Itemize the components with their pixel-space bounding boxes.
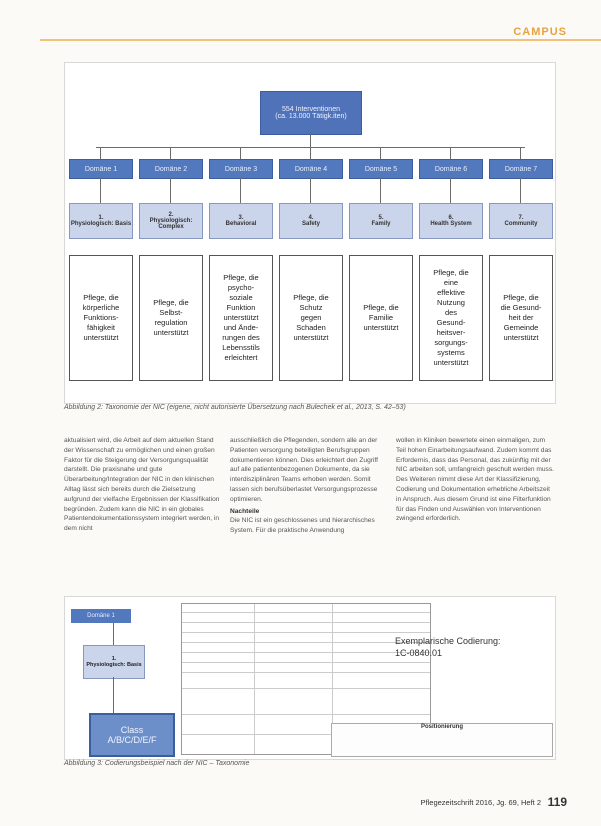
class-text: Physiologisch: Complex bbox=[149, 218, 193, 230]
paragraph: wollen in Kliniken bewertete einen einmaligen, zum Teil hohen Einarbeitungsaufwand. Zudem kommt das Erfordernis, dass das Personal, das zukünftig mit der NIC arbeiten soll, umfangreich geschult werden muss. Des Weiteren nimmt diese Art der Klassifizierung, Codierung und Dokumentation erhebliche Arbeitszeit in Anspruch. Aus diesem Grund ist eine Filterfunktion für das Finden und Auswählen von Interventionen zwingend erforderlich. bbox=[396, 437, 554, 523]
class-box-5 bbox=[349, 203, 413, 239]
root-box bbox=[260, 91, 362, 135]
description-line: Schaden bbox=[296, 323, 326, 332]
description-line: heit der bbox=[508, 313, 534, 322]
description-line: eine bbox=[443, 278, 459, 287]
connector bbox=[100, 178, 101, 203]
class-number: 1. bbox=[111, 656, 117, 662]
column-1 bbox=[64, 436, 222, 534]
root-line-1: 554 Interventionen bbox=[282, 106, 340, 113]
description-box-7 bbox=[489, 255, 553, 381]
class-box-2 bbox=[139, 203, 203, 239]
class-box-1 bbox=[69, 203, 133, 239]
class-text: 3. bbox=[238, 215, 244, 221]
class-text: 6. bbox=[448, 215, 454, 221]
class-word: Class bbox=[120, 725, 144, 735]
description-line: systems bbox=[437, 348, 465, 357]
paragraph: aktualisiert wird, die Arbeit auf dem aktuellen Stand der Wissenschaft zu ermöglichen und einen großen Faktor für die Steigerung der Versorgungsqualität darstellt. Die praxisnahe und gute Überarbeitung/Integration der NIC in den klinischen Alltag lässt sich bereits durch die Zielsetzung aufgrund der vielfache Ergebnissen der Klassifikation begründen. Zudem kann die NIC in ein globales Patientendokumentationssystem integriert werden, in dem nicht bbox=[64, 437, 220, 533]
connector bbox=[380, 178, 381, 203]
connector bbox=[380, 147, 381, 159]
class-name: Physiologisch: Basis bbox=[86, 662, 142, 668]
description-box-4 bbox=[279, 255, 343, 381]
example-value: 1C-0840.01 bbox=[395, 648, 443, 658]
class-box-4 bbox=[279, 203, 343, 239]
domain-box-6: Domäne 6 bbox=[419, 159, 483, 179]
example-code bbox=[395, 635, 501, 659]
description-line: körperliche bbox=[82, 303, 120, 312]
description-line: Pflege, die bbox=[503, 293, 539, 302]
header-rule bbox=[40, 39, 601, 41]
domain-box-3: Domäne 3 bbox=[209, 159, 273, 179]
class-text: 2. bbox=[168, 212, 174, 218]
connector bbox=[450, 147, 451, 159]
description-line: Schutz bbox=[299, 303, 323, 312]
description-line: soziale bbox=[229, 293, 253, 302]
section-label: CAMPUS bbox=[513, 26, 567, 38]
description-line: sorgungs- bbox=[434, 338, 468, 347]
class-text: 7. bbox=[518, 215, 524, 221]
domain-box-4: Domäne 4 bbox=[279, 159, 343, 179]
column-3 bbox=[396, 436, 554, 524]
description-line: rungen des bbox=[222, 333, 260, 342]
connector bbox=[310, 178, 311, 203]
connector bbox=[113, 623, 114, 645]
taxonomy-figure bbox=[64, 62, 556, 404]
class-text: Community bbox=[504, 221, 538, 227]
class-text: Health System bbox=[430, 221, 472, 227]
description-line: effektive bbox=[437, 288, 465, 297]
description-line: Pflege, die bbox=[153, 298, 189, 307]
subheading: Nachteile bbox=[230, 507, 260, 515]
description-box-5 bbox=[349, 255, 413, 381]
description-line: Nutzung bbox=[437, 298, 465, 307]
description-box-6 bbox=[419, 255, 483, 381]
domain-box-1: Domäne 1 bbox=[69, 159, 133, 179]
description-line: heitsver- bbox=[436, 328, 466, 337]
connector bbox=[450, 178, 451, 203]
class-text: Safety bbox=[301, 221, 320, 227]
description-line: psycho- bbox=[227, 283, 255, 292]
description-line: unterstützt bbox=[223, 313, 259, 322]
description-line: Gesund- bbox=[436, 318, 466, 327]
root-line-2: (ca. 13.000 Tätigk.iten) bbox=[275, 113, 347, 120]
figure-caption: Abbildung 3: Codierungsbeispiel nach der NIC – Taxonomie bbox=[64, 760, 250, 767]
paragraph: ausschließlich die Pflegenden, sondern alle an der Patienten versorgung beteiligten Berufsgruppen dokumentieren können. Dies erleichtert den Zugriff auf alle patientenbezogenen Dokumente, da sie interdisziplinären Teams erhoben werden. Somit lassen sich berufsüberlastet Versorgungsprozesse optimieren. bbox=[230, 437, 378, 503]
description-line: Pflege, die bbox=[83, 293, 119, 302]
connector bbox=[310, 147, 311, 159]
description-line: unterstützt bbox=[503, 333, 539, 342]
example-label: Exemplarische Codierung: bbox=[395, 636, 501, 646]
class-text: 1. bbox=[98, 215, 104, 221]
description-box-3 bbox=[209, 255, 273, 381]
description-line: und Ände- bbox=[223, 323, 259, 332]
description-line: Pflege, die bbox=[293, 293, 329, 302]
description-line: regulation bbox=[154, 318, 188, 327]
class-text: Family bbox=[371, 221, 391, 227]
journal-reference: Pflegezeitschrift 2016, Jg. 69, Heft 2 bbox=[420, 798, 541, 807]
figure-caption: Abbildung 2: Taxonomie der NIC (eigene, nicht autorisierte Übersetzung nach Bulechek et al., 2013, S. 42–53) bbox=[64, 404, 406, 411]
description-line: unterstützt bbox=[83, 333, 119, 342]
coding-figure bbox=[64, 596, 556, 760]
class-text: 5. bbox=[378, 215, 384, 221]
body-columns bbox=[64, 436, 554, 586]
description-line: Selbst- bbox=[159, 308, 183, 317]
description-line: Funktion bbox=[226, 303, 256, 312]
connector bbox=[520, 178, 521, 203]
page-number: 119 bbox=[547, 795, 567, 809]
flowsheet-title: Positionierung bbox=[421, 724, 463, 730]
class-text: Behavioral bbox=[225, 221, 257, 227]
description-line: unterstützt bbox=[433, 358, 469, 367]
description-line: Pflege, die bbox=[363, 303, 399, 312]
class-box-3 bbox=[209, 203, 273, 239]
description-line: die Gesund- bbox=[500, 303, 542, 312]
paragraph: Die NIC ist ein geschlossenes und hierarchisches System. Für die praktische Anwendung bbox=[230, 517, 375, 535]
description-line: Pflege, die bbox=[223, 273, 259, 282]
column-2 bbox=[230, 436, 388, 536]
description-line: unterstützt bbox=[293, 333, 329, 342]
connector bbox=[170, 147, 171, 159]
description-line: Lebensstils bbox=[222, 343, 260, 352]
description-line: gegen bbox=[300, 313, 322, 322]
description-line: fähigkeit bbox=[87, 323, 115, 332]
description-line: erleichtert bbox=[224, 353, 258, 362]
connector bbox=[170, 178, 171, 203]
page-header bbox=[0, 0, 601, 44]
description-line: Gemeinde bbox=[503, 323, 539, 332]
description-box-1 bbox=[69, 255, 133, 381]
connector bbox=[100, 147, 101, 159]
domain-box-7: Domäne 7 bbox=[489, 159, 553, 179]
description-line: Familie bbox=[368, 313, 394, 322]
class-text: 4. bbox=[308, 215, 314, 221]
connector bbox=[240, 178, 241, 203]
description-box-2 bbox=[139, 255, 203, 381]
domain-box-2: Domäne 2 bbox=[139, 159, 203, 179]
class-letters: A/B/C/D/E/F bbox=[107, 735, 157, 745]
class-box bbox=[83, 645, 145, 679]
domain-box-5: Domäne 5 bbox=[349, 159, 413, 179]
connector bbox=[310, 133, 311, 147]
class-box-7 bbox=[489, 203, 553, 239]
description-line: unterstützt bbox=[153, 328, 189, 337]
description-line: Funktions- bbox=[83, 313, 119, 322]
flowsheet-panel bbox=[331, 723, 553, 757]
class-highlight-box bbox=[89, 713, 175, 757]
description-line: unterstützt bbox=[363, 323, 399, 332]
description-line: des bbox=[444, 308, 458, 317]
class-text: Physiologisch: Basis bbox=[70, 221, 132, 227]
connector bbox=[240, 147, 241, 159]
description-line: Pflege, die bbox=[433, 268, 469, 277]
connector bbox=[520, 147, 521, 159]
class-box-6 bbox=[419, 203, 483, 239]
domain-box: Domäne 1 bbox=[71, 609, 131, 623]
connector bbox=[113, 677, 114, 713]
